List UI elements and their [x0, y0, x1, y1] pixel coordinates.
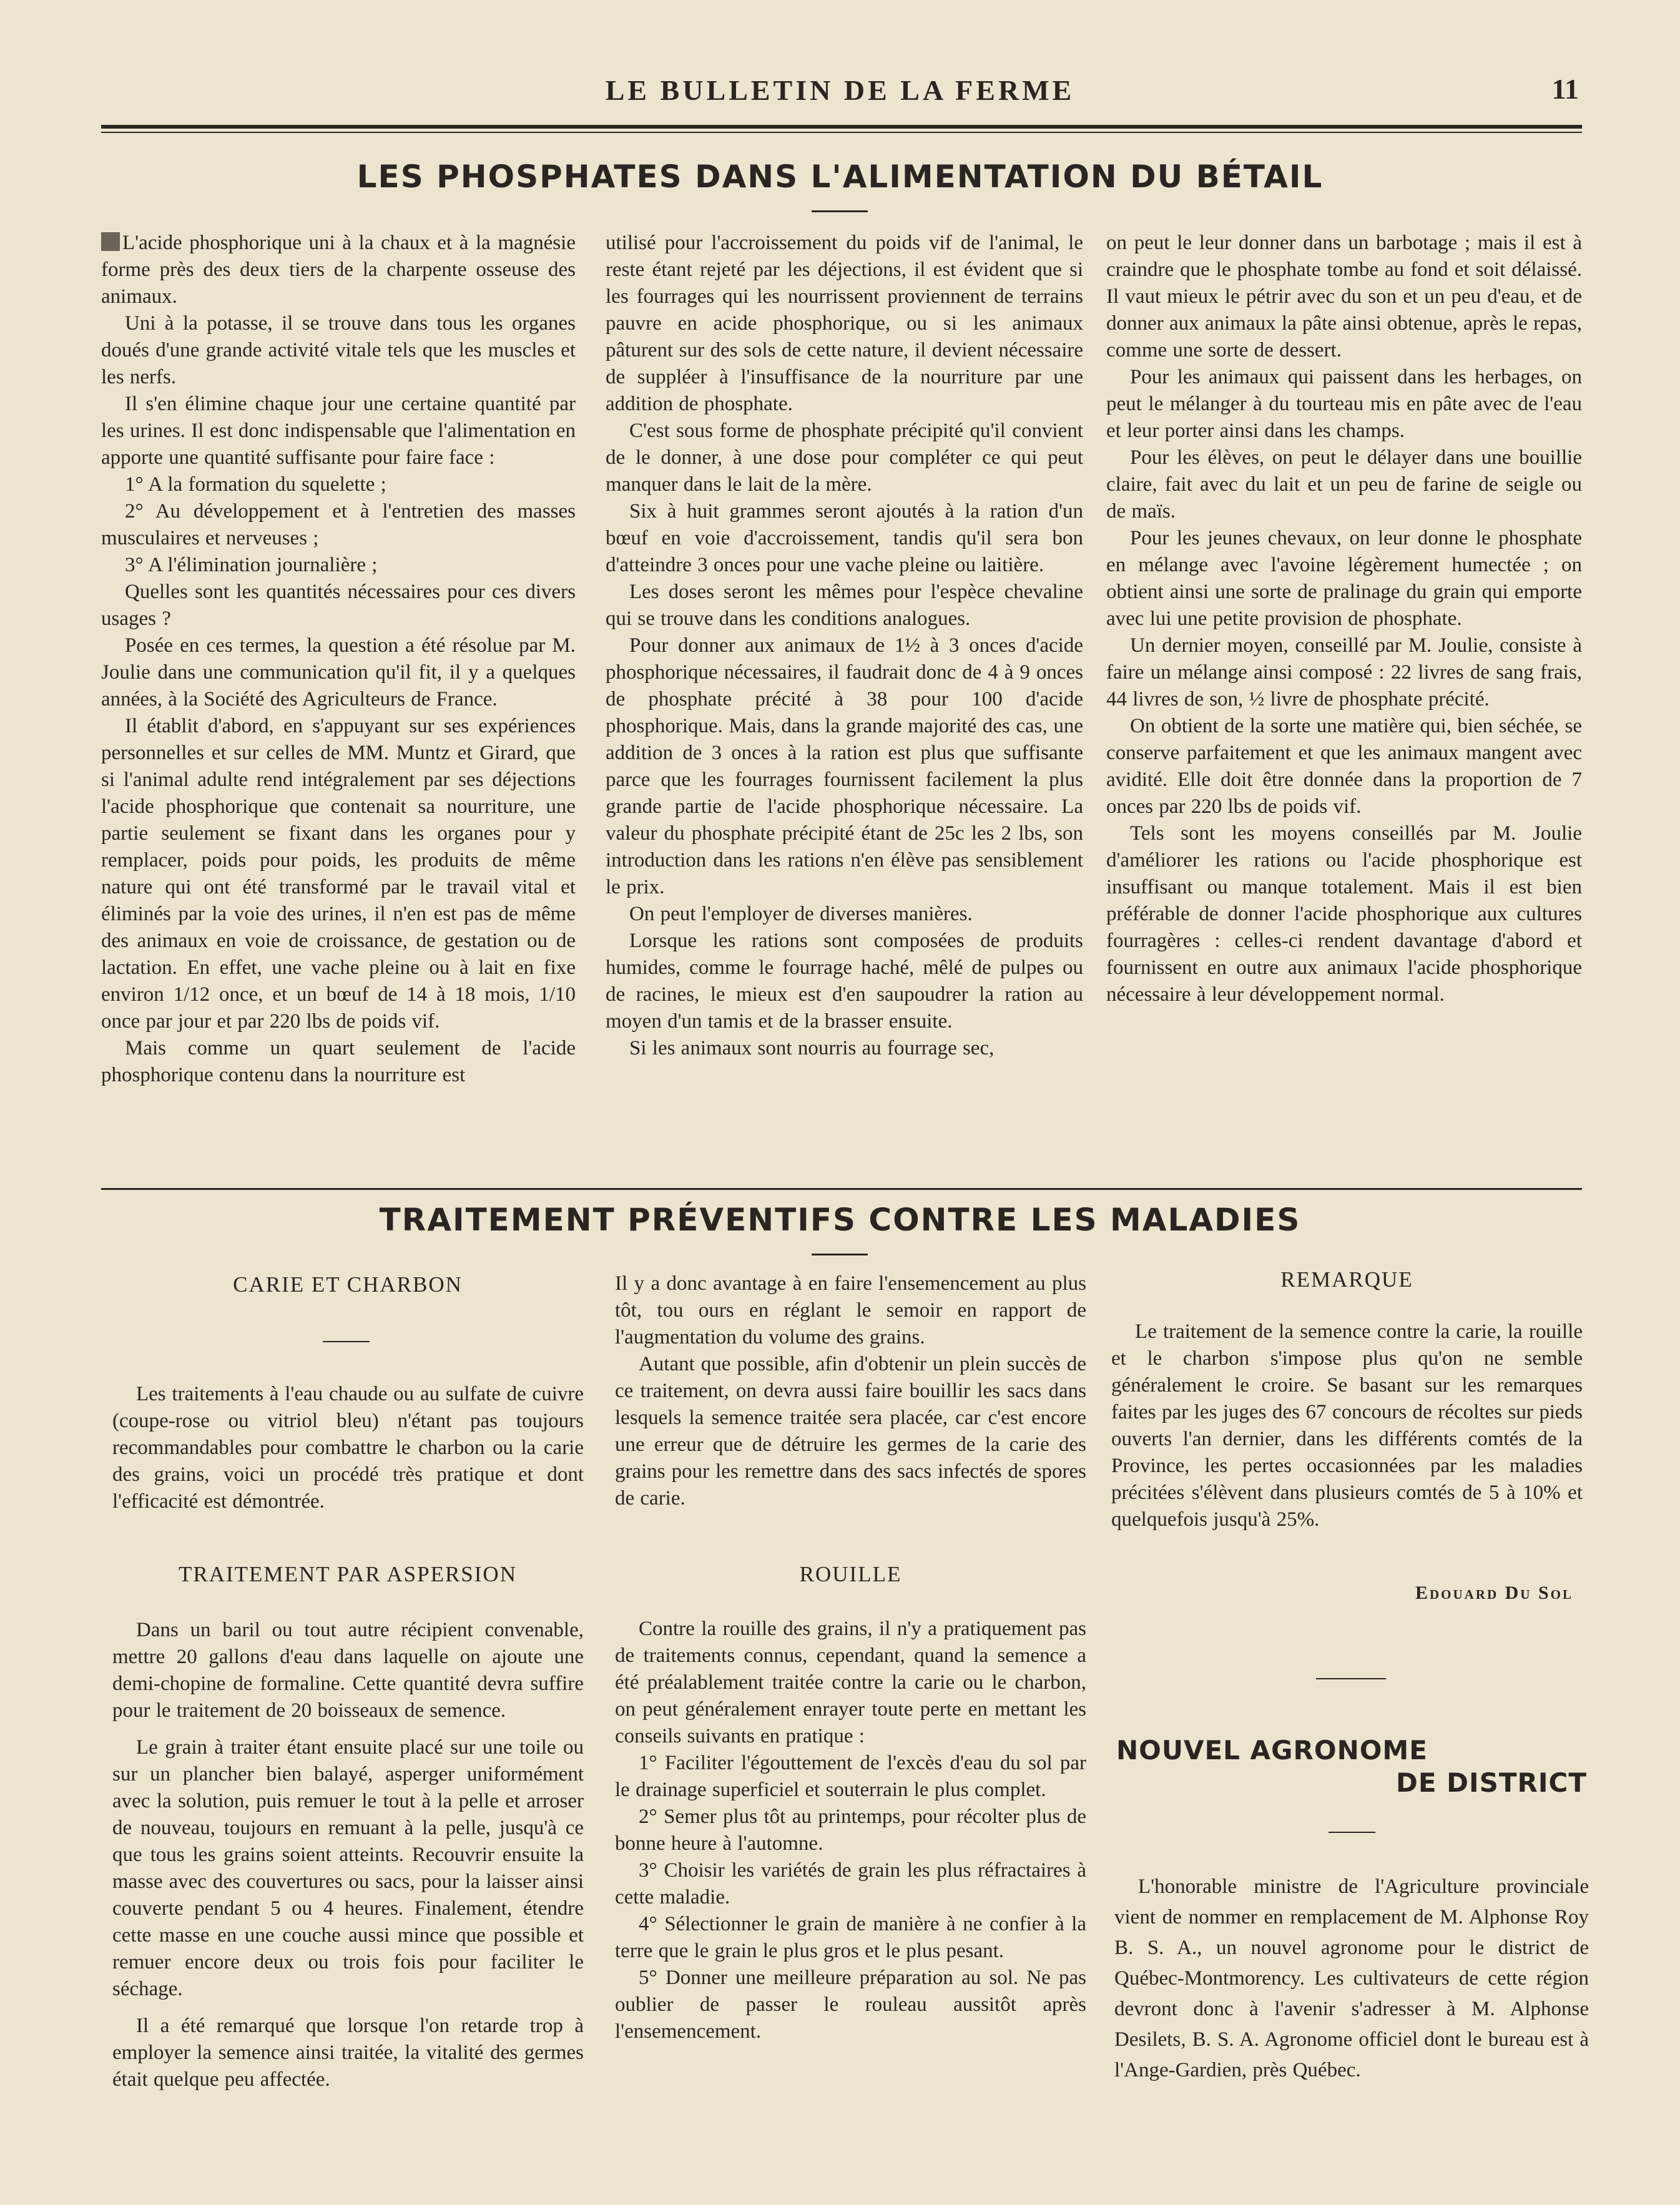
- paragraph: 1° A la formation du squelette ;: [125, 473, 386, 496]
- paragraph: Le grain à traiter étant ensuite placé sur une toile ou sur un plancher bien balayé, asperger uniformément avec la solution, puis remuer le tout à la pelle et arroser de nouveau, toujours en remuant à la pelle, jusqu'à ce que tous les grains soient atteints. Recouvrir ensuite la masse avec des couvertures ou sacs, pour la laisser ainsi couverte pendant 5 ou 4 heures. Finalement, étendre cette masse en une couche aussi mince que possible et remuer encore deux ou trois fois pour faciliter le séchage.: [112, 1736, 584, 2000]
- paragraph: Lorsque les rations sont composées de produits humides, comme le fourrage haché, mêlé de pulpes ou de racines, le mieux est d'en saupoudrer la ration au moyen d'un tamis et de la brasser ensuite.: [606, 930, 1083, 1033]
- paragraph: Il établit d'abord, en s'appuyant sur ses expériences personnelles et sur celles de MM. Muntz et Girard, que si l'animal adulte rend intégralement par ses déjections l'acide phosphorique que contenait sa nourriture, une partie seulement se fixant dans les organes pour y remplacer, poids pour poids, les produits de même nature qui ont été transformé par le travail vital et éliminés par la voie des urines, il n'en est pas de même des animaux en voie de croissance, de gestation ou de lactation. En effet, une vache pleine ou à lait en fixe environ 1/12 once, et un bœuf de 14 à 18 mois, 1/10 once par jour et par 220 lbs de poids vif.: [101, 715, 576, 1033]
- title-divider: [812, 210, 868, 212]
- title-line-1: NOUVEL AGRONOME: [1116, 1735, 1428, 1765]
- paragraph: Pour les animaux qui paissent dans les herbages, on peut le mélanger à du tourteau mis en pâte avec de l'eau et leur porter ainsi dans les champs.: [1106, 366, 1582, 442]
- section-heading-aspersion: TRAITEMENT PAR ASPERSION: [179, 1562, 517, 1586]
- paragraph: [101, 230, 576, 310]
- paragraph: Dans un baril ou tout autre récipient convenable, mettre 20 gallons d'eau dans laquelle on ajoute une demi-chopine de formaline. Cette quantité devra suffire pour le traitement de 20 boisseaux de semence.: [112, 1619, 584, 1722]
- paragraph: 3° A l'élimination journalière ;: [125, 554, 378, 576]
- page-number: 11: [1551, 73, 1579, 105]
- paragraph: Quelles sont les quantités nécessaires pour ces divers usages ?: [101, 581, 576, 630]
- author-signature: Edouard Du Sol: [1415, 1583, 1573, 1603]
- header-double-rule: [101, 125, 1582, 133]
- paragraph: utilisé pour l'accroissement du poids vif de l'animal, le reste étant rejeté par les déjections, il est évident que si les fourrages qui les nourrissent proviennent de terrains pauvre en acide phosphorique, ou si les animaux pâturent sur des sols de cette nature, il devient nécessaire de suppléer à l'insuffisance de la nourriture par une addition de phosphate.: [606, 232, 1083, 415]
- paragraph-text: L'acide phosphorique uni à la chaux et à la magnésie forme près des deux tiers de la charpente osseuse des animaux.: [101, 232, 576, 308]
- section-divider: [101, 1188, 1582, 1190]
- section-dash: [1316, 1678, 1386, 1679]
- rouille-text: [615, 1616, 1086, 2045]
- paragraph: Six à huit grammes seront ajoutés à la ration d'un bœuf en voie d'accroissement, tandis qu'il sera bon d'atteindre 3 onces pour une vache pleine ou laitière.: [606, 500, 1083, 576]
- paragraph: Mais comme un quart seulement de l'acide phosphorique contenu dans la nourriture est: [101, 1037, 576, 1086]
- article1-column-2: [606, 230, 1083, 1062]
- article-title-phosphates: LES PHOSPHATES DANS L'ALIMENTATION DU BÉTAIL: [356, 159, 1324, 195]
- paragraph: Il s'en élimine chaque jour une certaine quantité par les urines. Il est donc indispensable que l'alimentation en apporte une quantité suffisante pour faire face :: [101, 393, 576, 469]
- paragraph: Pour donner aux animaux de 1½ à 3 onces d'acide phosphorique nécessaires, il faudrait donc de 4 à 9 onces de phosphate précité à 38 pour 100 d'acide phosphorique. Mais, dans la grande majorité des cas, une addition de 3 onces à la ration est plus que suffisante parce que les fourrages fournissent facilement la plus grande partie de l'acide phosphorique nécessaire. La valeur du phosphate précipité étant de 25c les 2 lbs, son introduction dans les rations n'en élève pas sensiblement le prix.: [606, 634, 1083, 898]
- carie-text: [112, 1381, 584, 1515]
- paragraph: Un dernier moyen, conseillé par M. Joulie, consiste à faire un mélange ainsi composé : 22 livres de sang frais, 44 livres de son, ½ livre de phosphate précité.: [1106, 634, 1582, 710]
- article-title-traitements: TRAITEMENT PRÉVENTIFS CONTRE LES MALADIES: [379, 1202, 1301, 1238]
- paragraph: Il y a donc avantage à en faire l'ensemencement au plus tôt, tou ours en réglant le semoir en rapport de l'augmentation du volume des grains.: [615, 1272, 1086, 1348]
- paragraph: Autant que possible, afin d'obtenir un plein succès de ce traitement, on devra aussi faire bouillir les sacs dans lesquels la semence traitée sera placée, car c'est encore une erreur que de détruire les germes de la carie des grains pour les remettre dans des sacs infectés de spores de carie.: [615, 1353, 1086, 1510]
- paragraph: 3° Choisir les variétés de grain les plus réfractaires à cette maladie.: [615, 1859, 1086, 1908]
- paragraph: Uni à la potasse, il se trouve dans tous les organes doués d'une grande activité vitale tels que les muscles et les nerfs.: [101, 312, 576, 388]
- dropcap-ornament: [101, 232, 120, 251]
- paragraph: Contre la rouille des grains, il n'y a pratiquement pas de traitements connus, cependant, quand la semence a été préalablement traitée contre la carie ou le charbon, on peut généralement enrayer toute perte en mettant les conseils suivants en pratique :: [615, 1618, 1086, 1747]
- paragraph: Le traitement de la semence contre la carie, la rouille et le charbon s'impose plus qu'on ne semble généralement le croire. Se basant sur les remarques faites par les juges des 67 concours de récoltes sur pieds ouverts l'an dernier, dans les différents comtés de la Province, les pertes occasionnées par les maladies précitées s'élèvent dans plusieurs comtés de 5 à 10% et quelquefois jusqu'à 25%.: [1111, 1320, 1583, 1531]
- paragraph: 4° Sélectionner le grain de manière à ne confier à la terre que le grain le plus gros et le plus pesant.: [615, 1913, 1086, 1962]
- paragraph: On obtient de la sorte une matière qui, bien séchée, se conserve parfaitement et que les animaux mangent avec avidité. Elle doit être donnée dans la proportion de 7 onces par 220 lbs de poids vif.: [1106, 715, 1582, 818]
- paragraph: Pour les élèves, on peut le délayer dans une bouillie claire, fait avec du lait et un peu de farine de seigle ou de maïs.: [1106, 446, 1582, 523]
- article-title-agronome: [1116, 1734, 1591, 1799]
- heading-dash: [323, 1341, 370, 1342]
- paragraph: On peut l'employer de diverses manières.: [629, 903, 973, 925]
- paragraph: Les doses seront les mêmes pour l'espèce chevaline qui se trouve dans les conditions analogues.: [606, 581, 1083, 630]
- paragraph: 5° Donner une meilleure préparation au sol. Ne pas oublier de passer le rouleau aussitôt après l'ensemencement.: [615, 1967, 1086, 2043]
- paragraph: Il a été remarqué que lorsque l'on retarde trop à employer la semence ainsi traitée, la vitalité des germes était quelque peu affectée.: [112, 2015, 584, 2091]
- article1-column-3: [1106, 230, 1582, 1008]
- heading-dash: [1329, 1832, 1375, 1833]
- paragraph: 2° Semer plus tôt au printemps, pour récolter plus de bonne heure à l'automne.: [615, 1805, 1086, 1855]
- paragraph: Les traitements à l'eau chaude ou au sulfate de cuivre (coupe-rose ou vitriol bleu) n'étant pas toujours recommandables pour combattre le charbon ou la carie des grains, voici un procédé très pratique et dont l'efficacité est démontrée.: [112, 1383, 584, 1513]
- section-heading-rouille: ROUILLE: [799, 1562, 902, 1586]
- paragraph: Si les animaux sont nourris au fourrage sec,: [629, 1037, 995, 1059]
- agronome-text: [1114, 1872, 1589, 2086]
- aspersion-text: [112, 1617, 584, 2093]
- paragraph: Posée en ces termes, la question a été résolue par M. Joulie dans une communication qu'il fit, il y a quelques années, à la Société des Agriculteurs de France.: [101, 634, 576, 710]
- section-heading-carie: CARIE ET CHARBON: [233, 1272, 463, 1297]
- running-head: LE BULLETIN DE LA FERME: [605, 74, 1075, 106]
- paragraph: on peut le leur donner dans un barbotage ; mais il est à craindre que le phosphate tombe au fond et soit délaissé. Il vaut mieux le pétrir avec du son et un peu d'eau, et de donner aux animaux la pâte ainsi obtenue, après le repas, comme une sorte de dessert.: [1106, 232, 1582, 361]
- paragraph: Pour les jeunes chevaux, on leur donne le phosphate en mélange avec l'avoine légèrement humectée ; on obtient ainsi une sorte de pralinage du grain qui emporte avec lui une petite provision de phosphate.: [1106, 527, 1582, 630]
- paragraph: L'honorable ministre de l'Agriculture provinciale vient de nommer en remplacement de M. Alphonse Roy B. S. A., un nouvel agronome pour le district de Québec-Montmorency. Les cultivateurs de cette région devront donc à l'avenir s'adresser à M. Alphonse Desilets, B. S. A. Agronome officiel dont le bureau est à l'Ange-Gardien, près Québec.: [1114, 1875, 1589, 2081]
- article1-column-1: [101, 230, 576, 1089]
- section-heading-remarque: REMARQUE: [1280, 1267, 1413, 1292]
- remarque-text: [1111, 1319, 1583, 1533]
- paragraph: 2° Au développement et à l'entretien des masses musculaires et nerveuses ;: [101, 500, 576, 549]
- title-divider: [812, 1254, 868, 1255]
- article2-column-2-top: [615, 1270, 1086, 1512]
- paragraph: C'est sous forme de phosphate précipité qu'il convient de le donner, à une dose pour compléter ce qui peut manquer dans le lait de la mère.: [606, 420, 1083, 496]
- title-line-2: DE DISTRICT: [1395, 1767, 1587, 1798]
- paragraph: 1° Faciliter l'égouttement de l'excès d'eau du sol par le drainage superficiel et souterrain le plus complet.: [615, 1752, 1086, 1801]
- paragraph: Tels sont les moyens conseillés par M. Joulie d'améliorer les rations ou l'acide phosphorique est insuffisant ou manque totalement. Mais il est bien préférable de donner l'acide phosphorique aux cultures fourragères : celles-ci rendent davantage d'abord et fournissent en outre aux animaux l'acide phosphorique nécessaire à leur développement normal.: [1106, 822, 1582, 1006]
